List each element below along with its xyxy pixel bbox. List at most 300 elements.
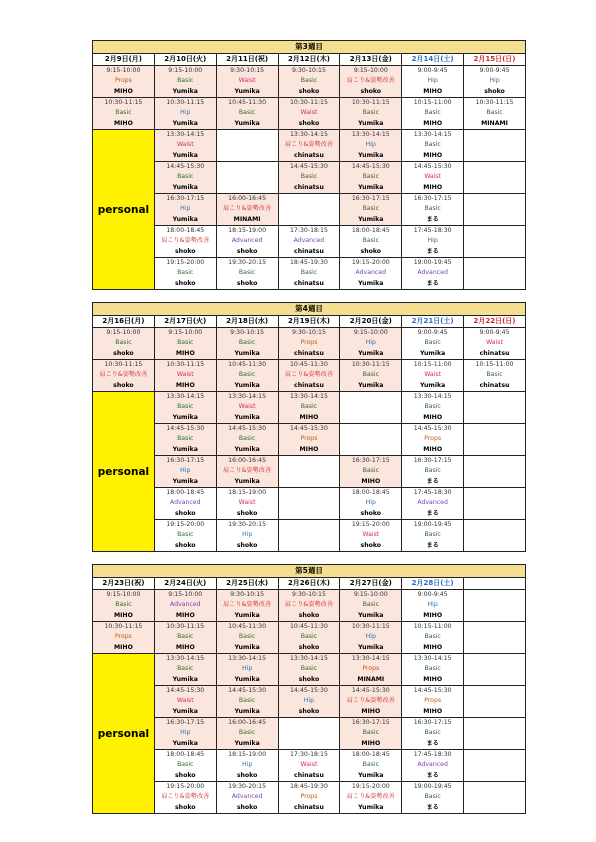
- class-time: 19:30-20:15: [228, 259, 267, 267]
- class-time: 19:15-20:00: [166, 521, 205, 529]
- instructor-name: Yumika: [234, 119, 260, 127]
- instructor-name: shoko: [174, 279, 196, 287]
- class-time: 10:30-11:15: [475, 99, 514, 107]
- class-cell: [154, 424, 216, 456]
- instructor-name: MIHO: [423, 413, 443, 421]
- class-time: 9:00-9:45: [417, 591, 448, 599]
- class-cell: [340, 686, 402, 718]
- instructor-name: まる: [426, 771, 439, 779]
- instructor-name: shoko: [236, 771, 258, 779]
- week-title: 第3週目: [93, 41, 526, 54]
- instructor-name: shoko: [360, 87, 382, 95]
- class-name: Advanced: [417, 269, 448, 277]
- class-name: Hip: [489, 77, 500, 85]
- class-name: Hip: [427, 601, 438, 609]
- instructor-name: Yumika: [358, 381, 384, 389]
- instructor-name: MIHO: [423, 675, 443, 683]
- class-time: 14:45-15:30: [228, 687, 267, 695]
- class-time: 9:30-10:15: [291, 329, 326, 337]
- class-time: 9:30-10:15: [291, 67, 326, 75]
- class-cell: [340, 226, 402, 258]
- class-name: Waist: [176, 371, 194, 379]
- class-name: Basic: [424, 793, 441, 801]
- day-header: 2月18日(水): [216, 316, 278, 328]
- empty-cell: [216, 130, 278, 162]
- class-cell: [464, 98, 526, 130]
- class-cell: [402, 130, 464, 162]
- class-time: 14:45-15:30: [290, 163, 328, 171]
- class-time: 10:30-11:15: [166, 99, 205, 107]
- class-time: 14:45-15:30: [413, 687, 452, 695]
- schedule-table: [92, 564, 526, 814]
- schedule-table: [92, 302, 526, 552]
- class-name: Basic: [362, 729, 379, 737]
- afternoon-row: [93, 782, 526, 814]
- instructor-name: MINAMI: [233, 215, 261, 223]
- class-cell: [93, 328, 155, 360]
- class-name: Props: [114, 633, 132, 641]
- week-title-row: [93, 41, 526, 54]
- class-cell: [402, 392, 464, 424]
- class-name: Basic: [424, 403, 441, 411]
- class-time: 16:00-16:45: [228, 195, 267, 203]
- empty-cell: [464, 622, 526, 654]
- empty-cell: [278, 194, 340, 226]
- class-time: 10:45-11:30: [290, 361, 328, 369]
- class-time: 19:15-20:00: [351, 521, 390, 529]
- day-header-row: [93, 578, 526, 590]
- class-name: Basic: [362, 237, 379, 245]
- class-name: Basic: [177, 531, 194, 539]
- class-name: Hip: [427, 77, 438, 85]
- class-name: Props: [300, 793, 318, 801]
- instructor-name: MIHO: [361, 477, 381, 485]
- class-cell: [402, 456, 464, 488]
- instructor-name: MIHO: [113, 643, 133, 651]
- class-name: 肩こり&姿勢改善: [223, 601, 272, 609]
- class-name: Basic: [177, 339, 194, 347]
- class-cell: [216, 654, 278, 686]
- instructor-name: MIHO: [423, 643, 443, 651]
- instructor-name: MIHO: [113, 119, 133, 127]
- instructor-name: まる: [426, 477, 439, 485]
- day-header: 2月10日(火): [154, 54, 216, 66]
- week-schedule: [92, 302, 525, 552]
- class-name: Basic: [424, 339, 441, 347]
- class-name: Waist: [176, 697, 194, 705]
- class-time: 10:15-11:00: [475, 361, 514, 369]
- empty-cell: [340, 424, 402, 456]
- class-cell: [216, 392, 278, 424]
- class-cell: [154, 130, 216, 162]
- empty-cell: [464, 590, 526, 622]
- class-cell: [402, 718, 464, 750]
- class-time: 9:30-10:15: [291, 591, 326, 599]
- class-cell: [464, 328, 526, 360]
- class-time: 14:45-15:30: [166, 163, 205, 171]
- instructor-name: chinatsu: [294, 803, 324, 811]
- class-time: 9:15-10:00: [106, 591, 141, 599]
- class-cell: [340, 520, 402, 552]
- class-name: Basic: [238, 269, 256, 277]
- class-name: Props: [424, 435, 442, 443]
- class-name: Basic: [177, 633, 194, 641]
- class-cell: [278, 162, 340, 194]
- class-cell: [278, 622, 340, 654]
- class-name: Props: [300, 339, 318, 347]
- instructor-name: まる: [426, 739, 439, 747]
- class-cell: [278, 226, 340, 258]
- empty-cell: [464, 456, 526, 488]
- instructor-name: Yumika: [234, 445, 260, 453]
- class-time: 19:00-19:45: [413, 521, 452, 529]
- class-name: Basic: [115, 339, 132, 347]
- class-name: Basic: [424, 729, 441, 737]
- instructor-name: まる: [426, 215, 439, 223]
- class-name: 肩こり&姿勢改善: [346, 697, 395, 705]
- instructor-name: Yumika: [234, 349, 260, 357]
- class-cell: [154, 686, 216, 718]
- class-cell: [278, 750, 340, 782]
- class-name: Basic: [238, 435, 256, 443]
- empty-cell: [278, 520, 340, 552]
- class-time: 10:45-11:30: [228, 99, 267, 107]
- class-time: 17:30-18:15: [290, 751, 328, 759]
- class-time: 18:45-19:30: [290, 259, 328, 267]
- class-cell: [340, 456, 402, 488]
- class-time: 18:00-18:45: [166, 489, 205, 497]
- class-cell: [340, 622, 402, 654]
- class-time: 18:00-18:45: [351, 751, 390, 759]
- day-header: 2月16日(月): [93, 316, 155, 328]
- class-time: 13:30-14:15: [351, 131, 390, 139]
- day-header: 2月23日(祝): [93, 578, 155, 590]
- empty-cell: [464, 718, 526, 750]
- class-name: Waist: [238, 499, 256, 507]
- instructor-name: shoko: [236, 247, 258, 255]
- class-cell: [340, 750, 402, 782]
- instructor-name: Yumika: [358, 215, 384, 223]
- week-title-row: [93, 565, 526, 578]
- day-header: 2月20日(金): [340, 316, 402, 328]
- class-cell: [340, 258, 402, 290]
- class-name: Hip: [241, 665, 253, 673]
- class-cell: [216, 456, 278, 488]
- class-name: Hip: [180, 205, 191, 213]
- class-name: Hip: [303, 697, 315, 705]
- instructor-name: Yumika: [234, 477, 260, 485]
- day-header: 2月19日(木): [278, 316, 340, 328]
- instructor-name: Yumika: [172, 87, 198, 95]
- instructor-name: MIHO: [175, 611, 195, 619]
- class-time: 17:45-18:30: [413, 227, 452, 235]
- class-name: Basic: [300, 665, 318, 673]
- class-time: 9:15-10:00: [168, 591, 203, 599]
- instructor-name: shoko: [298, 675, 320, 683]
- instructor-name: MIHO: [361, 707, 381, 715]
- class-time: 16:00-16:45: [228, 719, 267, 727]
- class-time: 19:30-20:15: [228, 521, 267, 529]
- class-name: Basic: [115, 601, 132, 609]
- class-time: 16:00-16:45: [228, 457, 267, 465]
- class-cell: [278, 328, 340, 360]
- day-header: 2月25日(水): [216, 578, 278, 590]
- instructor-name: MIHO: [423, 611, 443, 619]
- class-cell: [278, 782, 340, 814]
- class-time: 16:30-17:15: [413, 457, 452, 465]
- class-cell: [340, 130, 402, 162]
- class-time: 10:30-11:15: [351, 361, 390, 369]
- class-name: Basic: [424, 141, 441, 149]
- class-cell: [154, 622, 216, 654]
- class-name: Advanced: [417, 761, 448, 769]
- morning-row: [93, 360, 526, 392]
- afternoon-row: [93, 750, 526, 782]
- instructor-name: Yumika: [358, 349, 384, 357]
- class-time: 19:15-20:00: [351, 259, 390, 267]
- class-time: 16:30-17:15: [166, 457, 205, 465]
- instructor-name: chinatsu: [294, 349, 324, 357]
- class-name: Hip: [241, 761, 253, 769]
- class-cell: [154, 392, 216, 424]
- empty-cell: [464, 520, 526, 552]
- class-cell: [278, 130, 340, 162]
- class-name: Advanced: [231, 237, 263, 245]
- class-cell: [216, 258, 278, 290]
- class-cell: [402, 782, 464, 814]
- class-cell: [216, 782, 278, 814]
- class-time: 9:15-10:00: [353, 591, 388, 599]
- class-name: Basic: [300, 633, 318, 641]
- class-name: Basic: [115, 109, 132, 117]
- class-cell: [216, 488, 278, 520]
- class-time: 19:15-20:00: [166, 783, 205, 791]
- class-time: 17:45-18:30: [413, 751, 452, 759]
- class-cell: [278, 654, 340, 686]
- class-name: Basic: [300, 173, 318, 181]
- instructor-name: MIHO: [175, 643, 195, 651]
- class-cell: [216, 750, 278, 782]
- instructor-name: chinatsu: [294, 183, 324, 191]
- day-header: 2月22日(日): [464, 316, 526, 328]
- class-name: Waist: [486, 339, 503, 347]
- class-time: 14:45-15:30: [413, 425, 452, 433]
- class-cell: [278, 686, 340, 718]
- instructor-name: chinatsu: [479, 349, 510, 357]
- instructor-name: Yumika: [358, 803, 384, 811]
- class-name: Basic: [424, 633, 441, 641]
- instructor-name: Yumika: [172, 413, 198, 421]
- class-time: 9:15-10:00: [168, 329, 203, 337]
- class-time: 9:15-10:00: [168, 67, 203, 75]
- day-header: 2月24日(火): [154, 578, 216, 590]
- class-time: 13:30-14:15: [166, 655, 205, 663]
- class-time: 9:15-10:00: [353, 329, 388, 337]
- class-name: Props: [424, 697, 442, 705]
- instructor-name: chinatsu: [294, 381, 324, 389]
- class-time: 16:30-17:15: [166, 195, 205, 203]
- instructor-name: Yumika: [358, 183, 384, 191]
- afternoon-row: [93, 520, 526, 552]
- instructor-name: chinatsu: [294, 151, 324, 159]
- instructor-name: Yumika: [358, 771, 384, 779]
- class-cell: [278, 98, 340, 130]
- class-cell: [402, 750, 464, 782]
- class-name: 肩こり&姿勢改善: [284, 371, 334, 379]
- empty-cell: [464, 488, 526, 520]
- instructor-name: shoko: [298, 643, 320, 651]
- class-name: Basic: [424, 665, 441, 673]
- class-cell: [402, 98, 464, 130]
- class-cell: [402, 194, 464, 226]
- class-cell: [216, 590, 278, 622]
- instructor-name: MIHO: [423, 183, 443, 191]
- instructor-name: shoko: [298, 611, 320, 619]
- instructor-name: Yumika: [172, 151, 198, 159]
- class-cell: [93, 622, 155, 654]
- instructor-name: Yumika: [234, 643, 260, 651]
- class-cell: [154, 360, 216, 392]
- instructor-name: shoko: [298, 119, 320, 127]
- instructor-name: Yumika: [419, 349, 446, 357]
- instructor-name: shoko: [484, 87, 505, 95]
- class-cell: [154, 258, 216, 290]
- morning-row: [93, 66, 526, 98]
- instructor-name: MIHO: [113, 611, 133, 619]
- class-cell: [340, 66, 402, 98]
- class-cell: [402, 488, 464, 520]
- class-cell: [340, 488, 402, 520]
- class-cell: [278, 360, 340, 392]
- class-cell: [402, 520, 464, 552]
- class-time: 19:00-19:45: [413, 783, 452, 791]
- class-time: 13:30-14:15: [166, 393, 205, 401]
- class-cell: [154, 66, 216, 98]
- class-cell: [154, 456, 216, 488]
- class-cell: [278, 258, 340, 290]
- class-name: 肩こり&姿勢改善: [161, 793, 210, 801]
- class-time: 14:45-15:30: [351, 687, 390, 695]
- instructor-name: shoko: [174, 247, 196, 255]
- class-cell: [154, 194, 216, 226]
- class-name: Waist: [300, 109, 318, 117]
- instructor-name: shoko: [298, 707, 320, 715]
- instructor-name: Yumika: [358, 119, 384, 127]
- day-header: 2月21日(土): [402, 316, 464, 328]
- week-title: 第5週目: [93, 565, 526, 578]
- class-time: 13:30-14:15: [290, 655, 328, 663]
- class-time: 13:30-14:15: [413, 393, 452, 401]
- class-cell: [154, 488, 216, 520]
- class-name: Basic: [177, 761, 194, 769]
- class-name: Basic: [424, 467, 441, 475]
- class-time: 18:00-18:45: [166, 751, 205, 759]
- class-time: 16:30-17:15: [351, 195, 390, 203]
- class-time: 10:30-11:15: [166, 361, 205, 369]
- personal-label: personal: [93, 130, 155, 290]
- instructor-name: shoko: [113, 349, 134, 357]
- class-name: Basic: [177, 269, 194, 277]
- class-name: Basic: [362, 601, 379, 609]
- class-cell: [340, 194, 402, 226]
- class-time: 13:30-14:15: [290, 131, 328, 139]
- class-name: Basic: [486, 371, 503, 379]
- personal-label: personal: [93, 654, 155, 814]
- class-name: Basic: [300, 77, 318, 85]
- schedule-table: [92, 40, 526, 290]
- class-time: 10:45-11:30: [228, 361, 267, 369]
- class-name: Hip: [427, 237, 438, 245]
- class-time: 19:15-20:00: [166, 259, 205, 267]
- class-cell: [154, 328, 216, 360]
- class-name: Basic: [238, 697, 256, 705]
- instructor-name: shoko: [236, 803, 258, 811]
- empty-cell: [464, 130, 526, 162]
- class-time: 9:30-10:15: [230, 67, 265, 75]
- class-cell: [154, 520, 216, 552]
- class-name: Basic: [238, 339, 256, 347]
- afternoon-row: [93, 392, 526, 424]
- morning-row: [93, 98, 526, 130]
- class-cell: [216, 66, 278, 98]
- class-cell: [154, 718, 216, 750]
- class-cell: [154, 782, 216, 814]
- morning-row: [93, 328, 526, 360]
- empty-cell: [464, 750, 526, 782]
- day-header: 2月27日(金): [340, 578, 402, 590]
- class-name: Basic: [362, 467, 379, 475]
- afternoon-row: [93, 258, 526, 290]
- instructor-name: shoko: [174, 541, 196, 549]
- class-cell: [216, 424, 278, 456]
- class-name: 肩こり&姿勢改善: [99, 371, 148, 379]
- class-time: 9:00-9:45: [417, 67, 448, 75]
- class-name: 肩こり&姿勢改善: [346, 793, 395, 801]
- class-cell: [154, 654, 216, 686]
- instructor-name: MINAMI: [481, 119, 508, 127]
- empty-cell: [278, 488, 340, 520]
- class-time: 18:00-18:45: [351, 227, 390, 235]
- class-time: 9:00-9:45: [479, 67, 510, 75]
- class-time: 13:30-14:15: [166, 131, 205, 139]
- class-cell: [402, 424, 464, 456]
- day-header: 2月26日(木): [278, 578, 340, 590]
- class-cell: [278, 66, 340, 98]
- instructor-name: Yumika: [172, 445, 198, 453]
- instructor-name: Yumika: [172, 739, 198, 747]
- afternoon-row: [93, 718, 526, 750]
- personal-label: personal: [93, 392, 155, 552]
- instructor-name: Yumika: [234, 739, 260, 747]
- class-name: Waist: [176, 141, 194, 149]
- class-name: Waist: [238, 77, 256, 85]
- afternoon-row: [93, 488, 526, 520]
- class-cell: [216, 360, 278, 392]
- instructor-name: Yumika: [419, 381, 446, 389]
- empty-cell: [464, 226, 526, 258]
- afternoon-row: [93, 130, 526, 162]
- instructor-name: MIHO: [423, 119, 443, 127]
- instructor-name: shoko: [174, 509, 196, 517]
- class-time: 19:00-19:45: [413, 259, 452, 267]
- empty-cell: [464, 686, 526, 718]
- instructor-name: shoko: [360, 541, 382, 549]
- instructor-name: Yumika: [172, 183, 198, 191]
- class-cell: [154, 590, 216, 622]
- class-name: 肩こり&姿勢改善: [284, 601, 334, 609]
- class-name: Basic: [486, 109, 503, 117]
- day-header: 2月12日(木): [278, 54, 340, 66]
